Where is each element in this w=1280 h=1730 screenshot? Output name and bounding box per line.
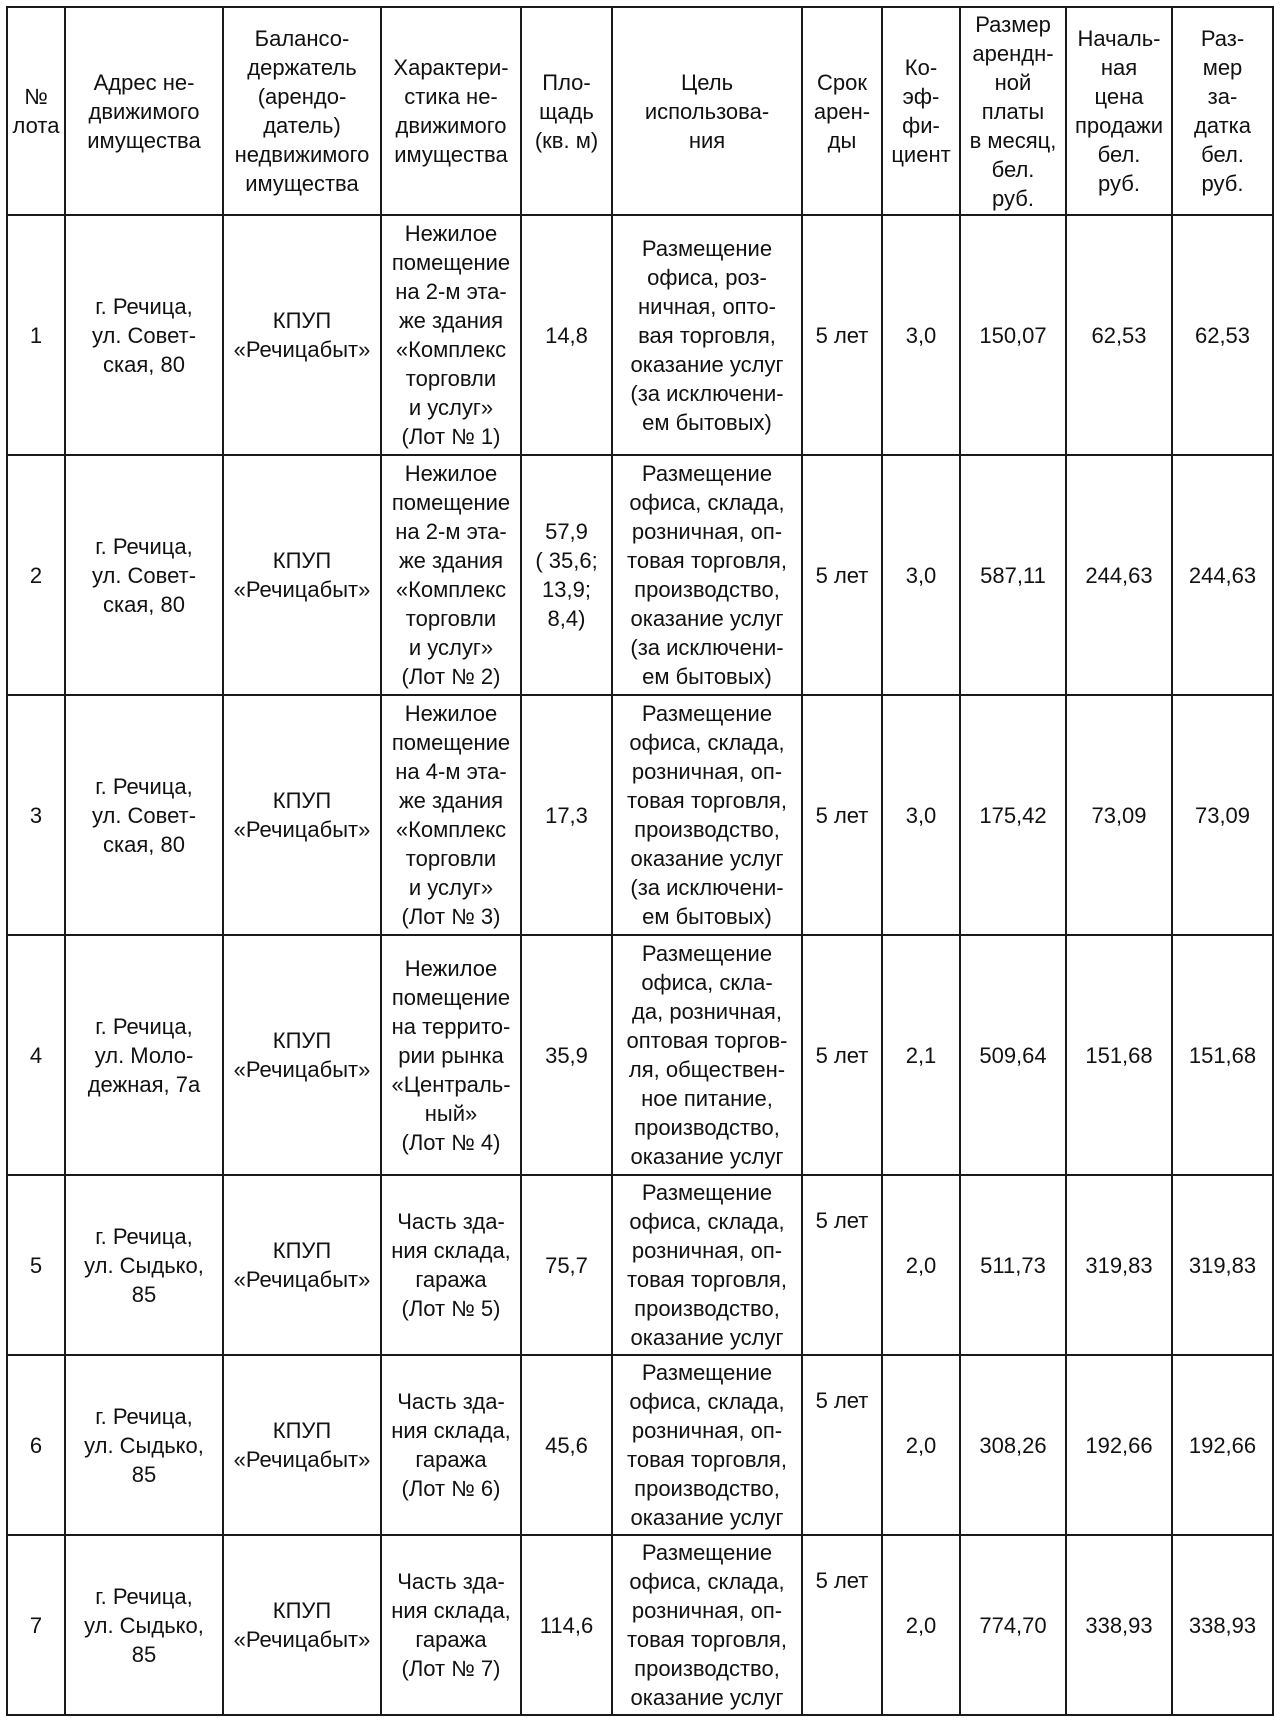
cell-deposit: 192,66 <box>1172 1355 1273 1535</box>
cell-deposit: 73,09 <box>1172 695 1273 935</box>
cell-address: г. Речица, ул. Сыдько, 85 <box>65 1175 223 1355</box>
cell-area: 17,3 <box>521 695 612 935</box>
header-area: Пло- щадь (кв. м) <box>521 7 612 215</box>
cell-deposit: 62,53 <box>1172 215 1273 455</box>
table-row <box>7 1175 1273 1355</box>
cell-area: 14,8 <box>521 215 612 455</box>
cell-lot-number: 5 <box>7 1175 65 1355</box>
cell-address: г. Речица, ул. Совет- ская, 80 <box>65 455 223 695</box>
table-row <box>7 935 1273 1175</box>
cell-coefficient: 2,0 <box>882 1175 960 1355</box>
cell-description: Нежилое помещение на 2-м эта- же здания «Комплекс торговли и услуг» (Лот № 2) <box>381 455 521 695</box>
cell-holder: КПУП «Речицабыт» <box>223 935 381 1175</box>
cell-holder: КПУП «Речицабыт» <box>223 215 381 455</box>
header-holder: Балансо- держатель (арендо- датель) недвижимого имущества <box>223 7 381 215</box>
cell-area: 114,6 <box>521 1535 612 1715</box>
cell-lot-number: 2 <box>7 455 65 695</box>
cell-area: 35,9 <box>521 935 612 1175</box>
cell-holder: КПУП «Речицабыт» <box>223 695 381 935</box>
cell-holder: КПУП «Речицабыт» <box>223 1355 381 1535</box>
header-term: Срок арен- ды <box>802 7 882 215</box>
cell-coefficient: 3,0 <box>882 455 960 695</box>
cell-coefficient: 3,0 <box>882 695 960 935</box>
cell-rent: 175,42 <box>960 695 1066 935</box>
cell-purpose: Размещение офиса, склада, розничная, оп- товая торговля, производство, оказание услуг (за исключени- ем бытовых) <box>612 455 802 695</box>
cell-term: 5 лет <box>802 215 882 455</box>
cell-lot-number: 4 <box>7 935 65 1175</box>
cell-start-price: 319,83 <box>1066 1175 1172 1355</box>
cell-rent: 509,64 <box>960 935 1066 1175</box>
lots-table <box>6 6 1274 1716</box>
cell-term: 5 лет <box>802 1175 882 1355</box>
header-description: Характери- стика не- движимого имущества <box>381 7 521 215</box>
cell-purpose: Размещение офиса, склада, розничная, оп- товая торговля, производство, оказание услуг (за исключени- ем бытовых) <box>612 695 802 935</box>
cell-description: Нежилое помещение на 2-м эта- же здания «Комплекс торговли и услуг» (Лот № 1) <box>381 215 521 455</box>
header-lot-number: № лота <box>7 7 65 215</box>
cell-rent: 774,70 <box>960 1535 1066 1715</box>
cell-term: 5 лет <box>802 1535 882 1715</box>
cell-area: 75,7 <box>521 1175 612 1355</box>
cell-term: 5 лет <box>802 935 882 1175</box>
cell-rent: 587,11 <box>960 455 1066 695</box>
cell-description: Часть зда- ния склада, гаража (Лот № 5) <box>381 1175 521 1355</box>
cell-description: Нежилое помещение на террито- рии рынка «Централь- ный» (Лот № 4) <box>381 935 521 1175</box>
header-purpose: Цель использова- ния <box>612 7 802 215</box>
cell-description: Часть зда- ния склада, гаража (Лот № 7) <box>381 1535 521 1715</box>
cell-term: 5 лет <box>802 695 882 935</box>
cell-deposit: 319,83 <box>1172 1175 1273 1355</box>
header-deposit: Раз- мер за- датка бел. руб. <box>1172 7 1273 215</box>
header-coefficient: Ко- эф- фи- циент <box>882 7 960 215</box>
table-row <box>7 695 1273 935</box>
cell-address: г. Речица, ул. Сыдько, 85 <box>65 1355 223 1535</box>
cell-holder: КПУП «Речицабыт» <box>223 455 381 695</box>
cell-start-price: 73,09 <box>1066 695 1172 935</box>
cell-holder: КПУП «Речицабыт» <box>223 1535 381 1715</box>
header-address: Адрес не- движимого имущества <box>65 7 223 215</box>
cell-address: г. Речица, ул. Сыдько, 85 <box>65 1535 223 1715</box>
cell-holder: КПУП «Речицабыт» <box>223 1175 381 1355</box>
cell-area: 45,6 <box>521 1355 612 1535</box>
cell-address: г. Речица, ул. Совет- ская, 80 <box>65 215 223 455</box>
cell-rent: 150,07 <box>960 215 1066 455</box>
header-rent: Размер арендн- ной платы в месяц, бел. руб. <box>960 7 1066 215</box>
cell-area: 57,9 ( 35,6; 13,9; 8,4) <box>521 455 612 695</box>
cell-purpose: Размещение офиса, склада, розничная, оп- товая торговля, производство, оказание услуг <box>612 1355 802 1535</box>
table-row <box>7 455 1273 695</box>
cell-rent: 511,73 <box>960 1175 1066 1355</box>
cell-start-price: 192,66 <box>1066 1355 1172 1535</box>
cell-description: Часть зда- ния склада, гаража (Лот № 6) <box>381 1355 521 1535</box>
cell-lot-number: 1 <box>7 215 65 455</box>
cell-deposit: 338,93 <box>1172 1535 1273 1715</box>
cell-coefficient: 3,0 <box>882 215 960 455</box>
cell-purpose: Размещение офиса, склада, розничная, оп- товая торговля, производство, оказание услуг <box>612 1175 802 1355</box>
cell-lot-number: 6 <box>7 1355 65 1535</box>
cell-deposit: 244,63 <box>1172 455 1273 695</box>
table-row <box>7 215 1273 455</box>
cell-start-price: 62,53 <box>1066 215 1172 455</box>
cell-lot-number: 3 <box>7 695 65 935</box>
cell-purpose: Размещение офиса, роз- ничная, опто- вая торговля, оказание услуг (за исключени- ем бытовых) <box>612 215 802 455</box>
cell-coefficient: 2,1 <box>882 935 960 1175</box>
cell-lot-number: 7 <box>7 1535 65 1715</box>
table-header-row <box>7 7 1273 215</box>
cell-address: г. Речица, ул. Моло- дежная, 7а <box>65 935 223 1175</box>
cell-start-price: 244,63 <box>1066 455 1172 695</box>
cell-purpose: Размещение офиса, склада, розничная, оп- товая торговля, производство, оказание услуг <box>612 1535 802 1715</box>
cell-term: 5 лет <box>802 1355 882 1535</box>
table-row <box>7 1355 1273 1535</box>
cell-term: 5 лет <box>802 455 882 695</box>
cell-start-price: 151,68 <box>1066 935 1172 1175</box>
cell-address: г. Речица, ул. Совет- ская, 80 <box>65 695 223 935</box>
table-row <box>7 1535 1273 1715</box>
cell-deposit: 151,68 <box>1172 935 1273 1175</box>
cell-coefficient: 2,0 <box>882 1535 960 1715</box>
cell-purpose: Размещение офиса, скла- да, розничная, оптовая торгов- ля, обществен- ное питание, производство, оказание услуг <box>612 935 802 1175</box>
cell-coefficient: 2,0 <box>882 1355 960 1535</box>
cell-start-price: 338,93 <box>1066 1535 1172 1715</box>
cell-rent: 308,26 <box>960 1355 1066 1535</box>
header-start-price: Началь- ная цена продажи бел. руб. <box>1066 7 1172 215</box>
cell-description: Нежилое помещение на 4-м эта- же здания «Комплекс торговли и услуг» (Лот № 3) <box>381 695 521 935</box>
